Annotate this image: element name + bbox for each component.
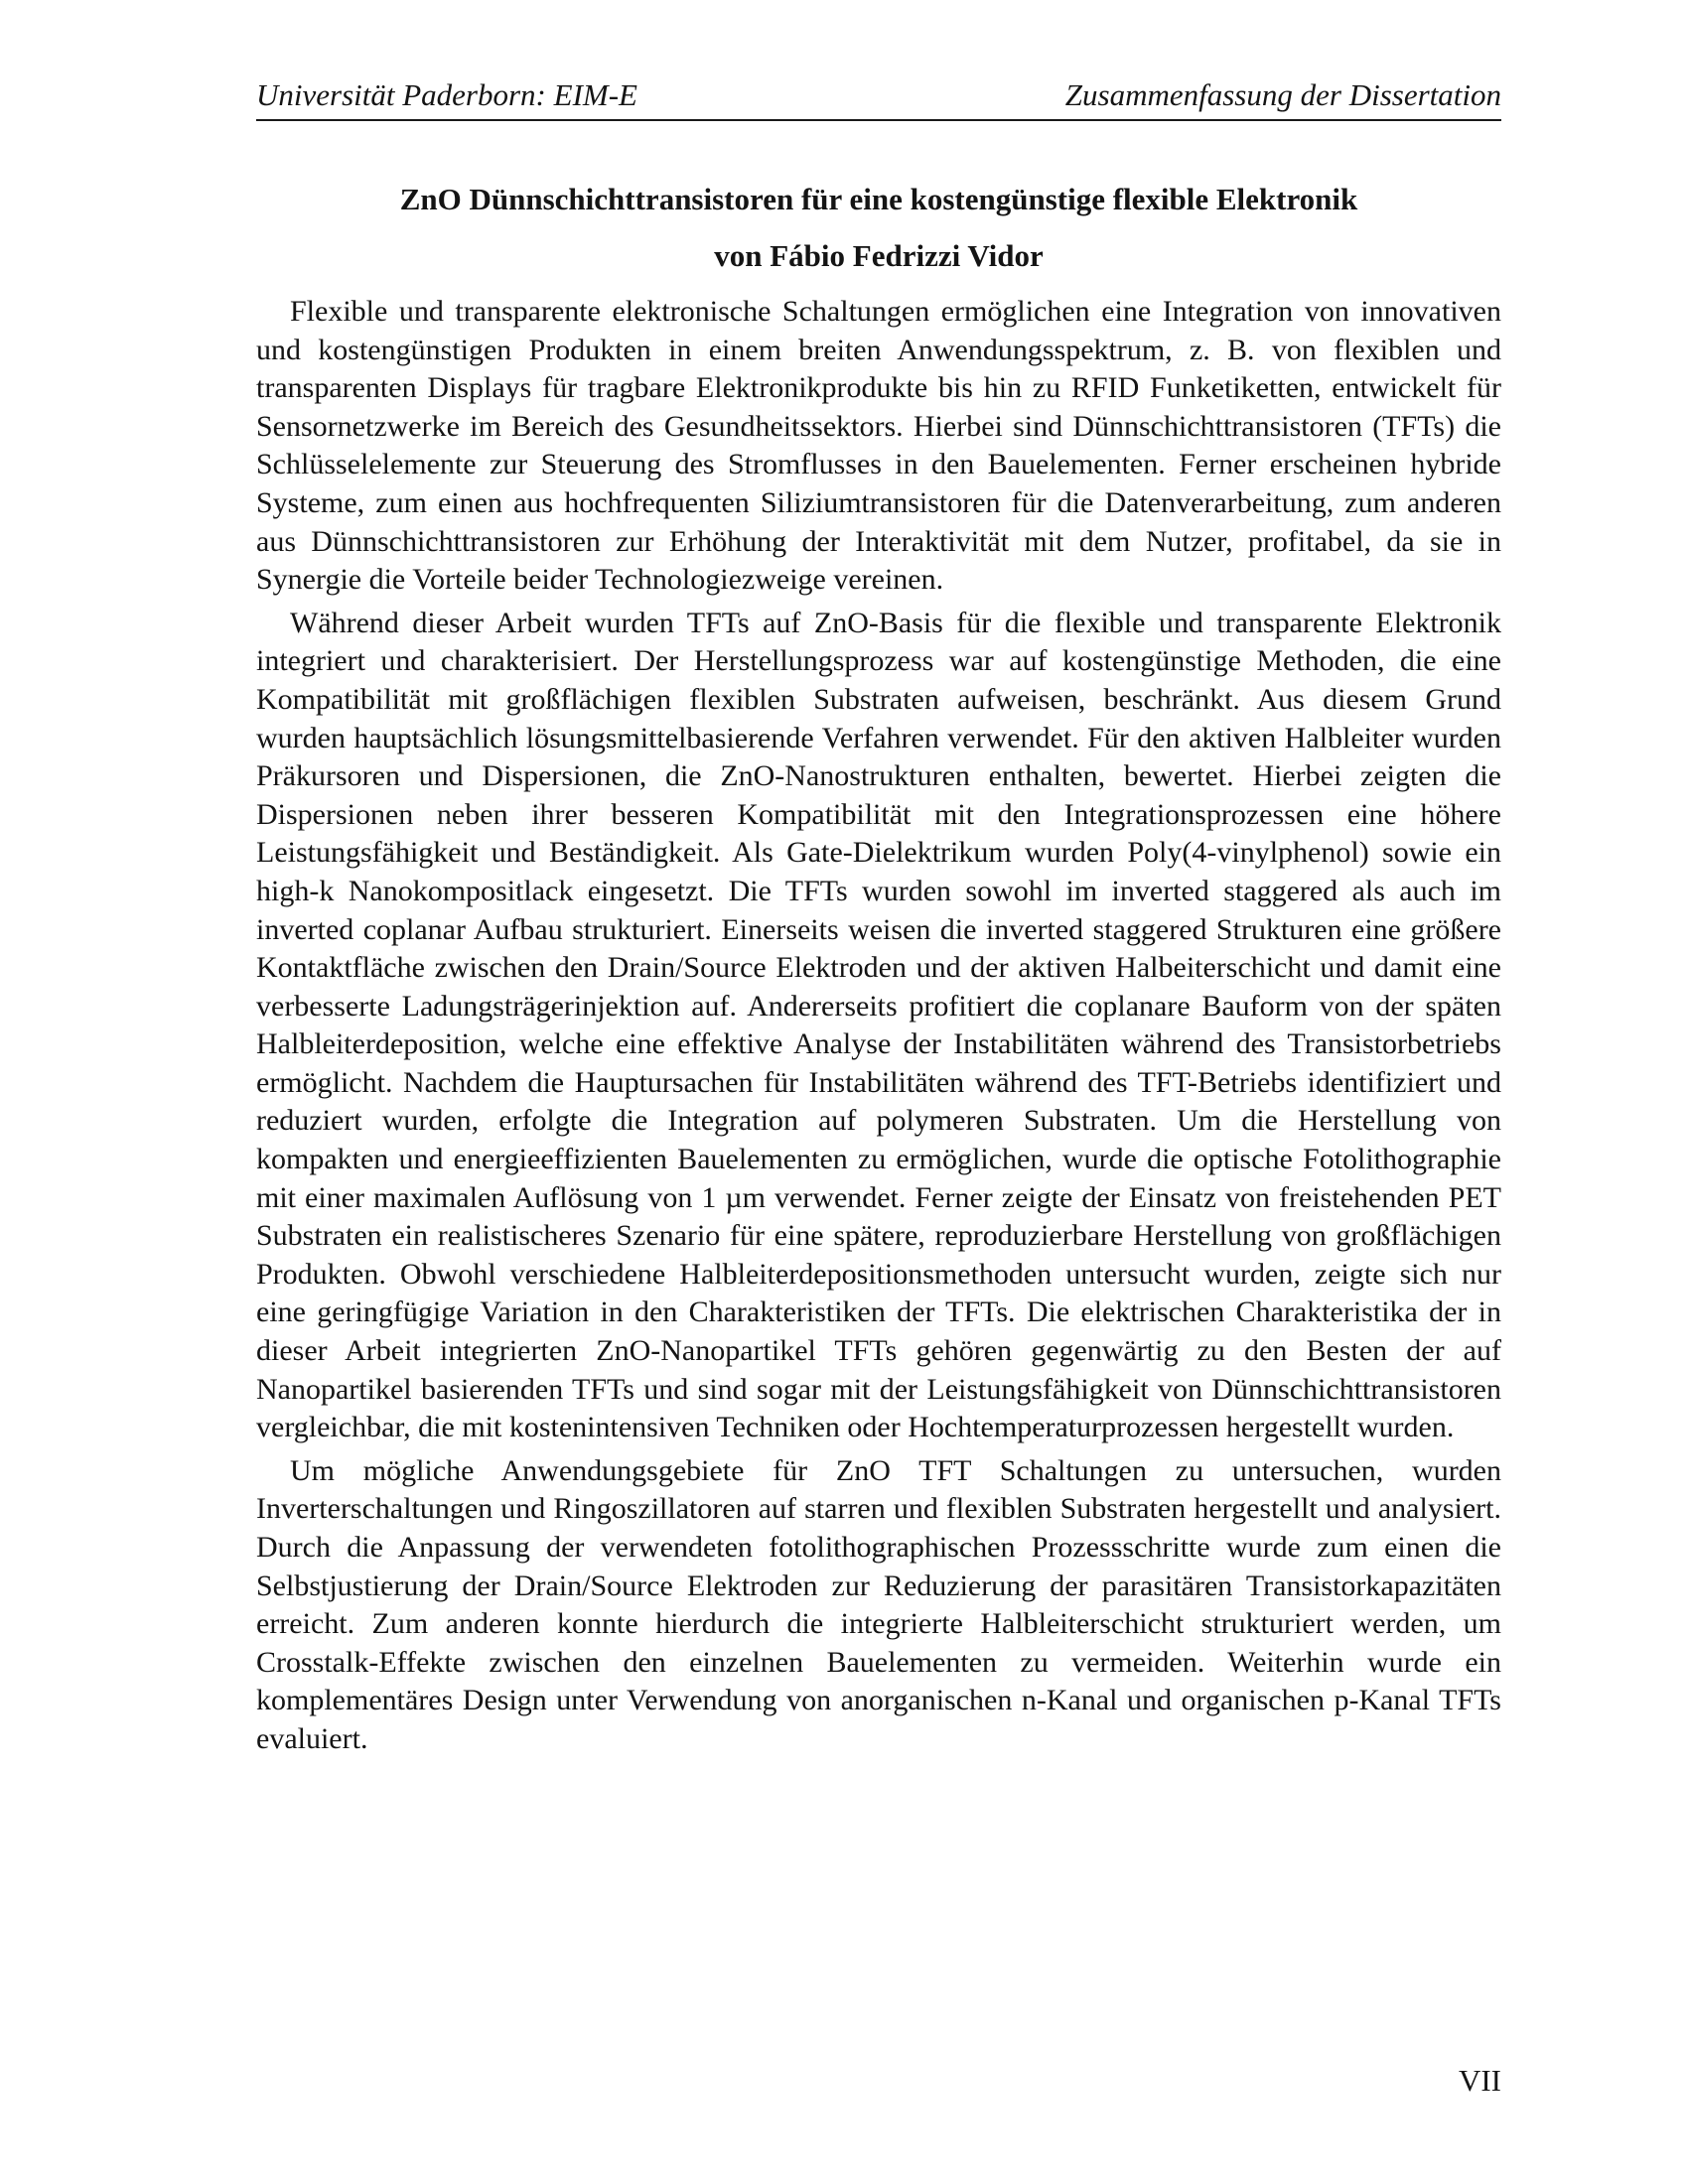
paragraph-1: Flexible und transparente elektronische Schaltungen ermöglichen eine Integration von innovativen und kostengünstigen Produkten in einem breiten Anwendungsspektrum, z. B. von flexiblen und transparenten Displays für tragbare Elektronikprodukte bis hin zu RFID Funketiketten, entwickelt für Sensornetzwerke im Bereich des Gesundheitssektors. Hierbei sind Dünnschichttransistoren (TFTs) die Schlüsselelemente zur Steuerung des Stromflusses in den Bauelementen. Ferner erscheinen hybride Systeme, zum einen aus hochfrequenten Siliziumtransistoren für die Datenverarbeitung, zum anderen aus Dünnschichttransistoren zur Erhöhung der Interaktivität mit dem Nutzer, profitabel, da sie in Synergie die Vorteile beider Technologiezweige vereinen.: [256, 295, 1501, 597]
header-institution: Universität Paderborn: EIM-E: [256, 77, 637, 112]
header-section-title: Zusammenfassung der Dissertation: [1064, 77, 1501, 112]
running-header: [256, 77, 1501, 121]
abstract-body: [256, 293, 1501, 1764]
paragraph-2: Während dieser Arbeit wurden TFTs auf ZnO-Basis für die flexible und transparente Elektronik integriert und charakterisiert. Der Herstellungsprozess war auf kostengünstige Methoden, die eine Kompatibilität mit großflächigen flexiblen Substraten aufweisen, beschränkt. Aus diesem Grund wurden hauptsächlich lösungsmittelbasierende Verfahren verwendet. Für den aktiven Halbleiter wurden Präkursoren und Dispersionen, die ZnO-Nanostrukturen enthalten, bewertet. Hierbei zeigten die Dispersionen neben ihrer besseren Kompatibilität mit den Integrationsprozessen eine höhere Leistungsfähigkeit und Beständigkeit. Als Gate-Dielektrikum wurden Poly(4-vinylphenol) sowie ein high-k Nanokompositlack eingesetzt. Die TFTs wurden sowohl im inverted staggered als auch im inverted coplanar Aufbau strukturiert. Einerseits weisen die inverted staggered Strukturen eine größere Kontaktfläche zwischen den Drain/Source Elektroden und der aktiven Halbeiterschicht und damit eine verbesserte Ladungsträgerinjektion auf. Andererseits profitiert die coplanare Bauform von der späten Halbleiterdeposition, welche eine effektive Analyse der Instabilitäten während des Transistorbetriebs ermöglicht. Nachdem die Hauptursachen für Instabilitäten während des TFT-Betriebs identifiziert und reduziert wurden, erfolgte die Integration auf polymeren Substraten. Um die Herstellung von kompakten und energieeffizienten Bauelementen zu ermöglichen, wurde die optische Fotolithographie mit einer maximalen Auflösung von 1 µm verwendet. Ferner zeigte der Einsatz von freistehenden PET Substraten ein realistischeres Szenario für eine spätere, reproduzierbare Herstellung von großflächigen Produkten. Obwohl verschiedene Halbleiterdepositionsmethoden untersucht wurden, zeigte sich nur eine geringfügige Variation in den Charakteristiken der TFTs. Die elektrischen Charakteristika der in dieser Arbeit integrierten ZnO-Nanopartikel TFTs gehören gegenwärtig zu den Besten der auf Nanopartikel basierenden TFTs und sind sogar mit der Leistungsfähigkeit von Dünnschichttransistoren vergleichbar, die mit kostenintensiven Techniken oder Hochtemperaturprozessen hergestellt wurden.: [256, 606, 1501, 1444]
document-author: von Fábio Fedrizzi Vidor: [714, 238, 1044, 273]
page-number: VII: [1458, 2063, 1501, 2098]
paragraph-3: Um mögliche Anwendungsgebiete für ZnO TFT Schaltungen zu untersuchen, wurden Inverterschaltungen und Ringoszillatoren auf starren und flexiblen Substraten hergestellt und analysiert. Durch die Anpassung der verwendeten fotolithographischen Prozessschritte wurde zum einen die Selbstjustierung der Drain/Source Elektroden zur Reduzierung der parasitären Transistorkapazitäten erreicht. Zum anderen konnte hierdurch die integrierte Halbleiterschicht strukturiert werden, um Crosstalk-Effekte zwischen den einzelnen Bauelementen zu vermeiden. Weiterhin wurde ein komplementäres Design unter Verwendung von anorganischen n-Kanal und organischen p-Kanal TFTs evaluiert.: [256, 1453, 1501, 1755]
document-title: ZnO Dünnschichttransistoren für eine kostengünstige flexible Elektronik: [399, 182, 1358, 216]
